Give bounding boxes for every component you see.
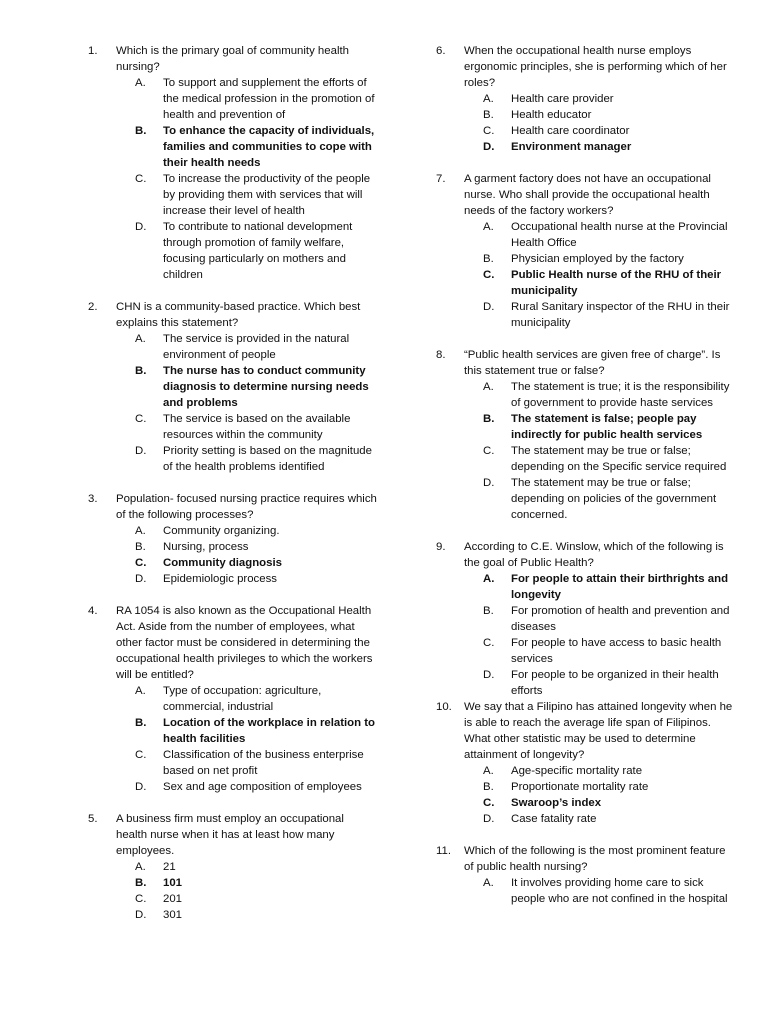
answer-option	[483, 475, 736, 523]
option-letter: C.	[483, 637, 495, 649]
answer-option	[135, 331, 378, 363]
answer-option	[135, 747, 378, 779]
option-letter: B.	[135, 365, 147, 377]
question-number: 6.	[436, 45, 446, 57]
question-number: 3.	[88, 493, 98, 505]
option-list	[436, 763, 736, 827]
option-text: The statement is true; it is the responsibility of government to provide haste services	[511, 381, 730, 409]
option-text: Classification of the business enterprise based on net profit	[163, 749, 364, 777]
answer-option	[483, 779, 736, 795]
answer-option	[135, 571, 378, 587]
answer-option	[483, 123, 736, 139]
option-letter: A.	[483, 573, 495, 585]
option-text: Age-specific mortality rate	[511, 765, 643, 777]
question-item	[88, 491, 378, 587]
answer-option	[483, 91, 736, 107]
option-list	[88, 331, 378, 475]
answer-option	[483, 379, 736, 411]
option-letter: D.	[483, 141, 495, 153]
question-item	[436, 171, 736, 331]
answer-option-correct	[135, 875, 378, 891]
option-letter: B.	[135, 877, 147, 889]
question-header	[88, 43, 378, 75]
answer-option	[135, 411, 378, 443]
answer-option	[135, 683, 378, 715]
answer-option	[135, 523, 378, 539]
question-header	[436, 171, 736, 219]
answer-option	[135, 891, 378, 907]
question-item	[88, 43, 378, 283]
option-letter: D.	[483, 813, 495, 825]
answer-option-correct	[135, 715, 378, 747]
option-text: The statement is false; people pay indirectly for public health services	[511, 413, 703, 441]
answer-option	[483, 667, 736, 699]
question-header	[88, 299, 378, 331]
option-letter: C.	[135, 893, 147, 905]
option-list	[88, 75, 378, 283]
option-letter: D.	[483, 301, 495, 313]
option-letter: A.	[135, 861, 146, 873]
answer-option	[483, 251, 736, 267]
question-text: A business firm must employ an occupational health nurse when it has at least how many employees.	[116, 813, 344, 857]
option-letter: D.	[483, 669, 495, 681]
option-list	[88, 523, 378, 587]
option-letter: C.	[483, 269, 495, 281]
answer-option	[483, 219, 736, 251]
option-letter: D.	[135, 573, 147, 585]
option-text: To increase the productivity of the people by providing them with services that will increase their level of health	[163, 173, 371, 217]
option-text: The service is provided in the natural environment of people	[163, 333, 350, 361]
question-item	[436, 43, 736, 155]
question-number: 5.	[88, 813, 98, 825]
question-text: Which of the following is the most prominent feature of public health nursing?	[464, 845, 726, 873]
answer-option-correct	[135, 555, 378, 571]
option-text: For people to be organized in their health efforts	[511, 669, 719, 697]
option-list	[436, 379, 736, 523]
question-item	[88, 811, 378, 923]
option-letter: C.	[135, 557, 147, 569]
option-letter: C.	[483, 797, 495, 809]
option-text: To support and supplement the efforts of the medical profession in the promotion of health and prevention of	[163, 77, 375, 121]
answer-option	[483, 811, 736, 827]
answer-option	[135, 219, 378, 283]
answer-option	[135, 171, 378, 219]
option-text: 101	[163, 877, 183, 889]
option-text: Case fatality rate	[511, 813, 597, 825]
option-text: Public Health nurse of the RHU of their municipality	[511, 269, 722, 297]
option-text: To enhance the capacity of individuals, families and communities to cope with their health needs	[163, 125, 375, 169]
option-text: For people to attain their birthrights and longevity	[511, 573, 729, 601]
option-text: Priority setting is based on the magnitude of the health problems identified	[163, 445, 372, 473]
option-text: Sex and age composition of employees	[163, 781, 362, 793]
option-letter: B.	[483, 253, 494, 265]
option-letter: A.	[135, 333, 146, 345]
option-letter: A.	[135, 525, 146, 537]
question-header	[436, 347, 736, 379]
option-list	[88, 859, 378, 923]
option-text: It involves providing home care to sick people who are not confined in the hospital	[511, 877, 728, 905]
question-number: 8.	[436, 349, 446, 361]
option-letter: A.	[483, 221, 494, 233]
option-list	[436, 219, 736, 331]
question-number: 7.	[436, 173, 446, 185]
option-letter: C.	[483, 125, 495, 137]
answer-option	[483, 299, 736, 331]
option-list	[436, 875, 736, 907]
question-header	[436, 699, 736, 763]
option-text: To contribute to national development through promotion of family welfare, focusing particularly on mothers and children	[163, 221, 353, 281]
question-header	[88, 603, 378, 683]
question-number: 9.	[436, 541, 446, 553]
question-header	[436, 843, 736, 875]
answer-option-correct	[135, 123, 378, 171]
question-number: 4.	[88, 605, 98, 617]
option-text: Health care provider	[511, 93, 614, 105]
option-text: 201	[163, 893, 183, 905]
question-item	[436, 539, 736, 699]
option-letter: D.	[135, 909, 147, 921]
option-text: Community organizing.	[163, 525, 280, 537]
question-item	[88, 299, 378, 475]
option-text: 301	[163, 909, 183, 921]
answer-option	[135, 859, 378, 875]
option-text: Location of the workplace in relation to health facilities	[163, 717, 376, 745]
answer-option-correct	[483, 795, 736, 811]
left-column	[88, 43, 378, 939]
answer-option	[483, 635, 736, 667]
option-letter: A.	[135, 77, 146, 89]
option-list	[88, 683, 378, 795]
answer-option	[135, 443, 378, 475]
option-letter: A.	[483, 877, 494, 889]
answer-option-correct	[135, 363, 378, 411]
question-text: Population- focused nursing practice requires which of the following processes?	[116, 493, 377, 521]
answer-option	[483, 875, 736, 907]
question-number: 11.	[436, 845, 451, 857]
option-letter: D.	[135, 781, 147, 793]
question-header	[436, 539, 736, 571]
answer-option-correct	[483, 411, 736, 443]
option-text: Physician employed by the factory	[511, 253, 684, 265]
option-letter: A.	[483, 381, 494, 393]
option-text: Swaroop’s index	[511, 797, 602, 809]
answer-option	[135, 779, 378, 795]
right-column	[436, 43, 736, 923]
option-text: Rural Sanitary inspector of the RHU in their municipality	[511, 301, 730, 329]
answer-option	[483, 443, 736, 475]
option-letter: B.	[483, 781, 494, 793]
option-letter: C.	[135, 413, 147, 425]
option-letter: B.	[483, 109, 494, 121]
option-letter: B.	[135, 717, 147, 729]
answer-option	[135, 75, 378, 123]
option-text: Community diagnosis	[163, 557, 282, 569]
answer-option	[135, 907, 378, 923]
option-text: The statement may be true or false; depending on policies of the government concerned.	[511, 477, 717, 521]
option-letter: B.	[483, 413, 495, 425]
option-text: For people to have access to basic health services	[511, 637, 722, 665]
question-text: When the occupational health nurse employs ergonomic principles, she is performing which of her roles?	[464, 45, 727, 89]
answer-option-correct	[483, 571, 736, 603]
option-text: 21	[163, 861, 176, 873]
option-text: The service is based on the available resources within the community	[163, 413, 351, 441]
option-text: Environment manager	[511, 141, 632, 153]
option-letter: A.	[483, 93, 494, 105]
question-item	[88, 603, 378, 795]
answer-option	[135, 539, 378, 555]
question-text: RA 1054 is also known as the Occupational Health Act. Aside from the number of employees, what other factor must be considered in determining the occupational health privileges to which the workers will be entitled?	[116, 605, 373, 681]
option-letter: A.	[135, 685, 146, 697]
answer-option-correct	[483, 139, 736, 155]
option-list	[436, 571, 736, 699]
option-letter: C.	[483, 445, 495, 457]
option-text: The nurse has to conduct community diagnosis to determine nursing needs and problems	[163, 365, 369, 409]
answer-option-correct	[483, 267, 736, 299]
option-letter: B.	[135, 125, 147, 137]
question-text: We say that a Filipino has attained longevity when he is able to reach the average life span of Filipinos. What other statistic may be used to determine attainment of longevity?	[464, 701, 733, 761]
question-header	[436, 43, 736, 91]
option-text: Health care coordinator	[511, 125, 630, 137]
option-letter: B.	[483, 605, 494, 617]
option-text: Nursing, process	[163, 541, 249, 553]
question-text: CHN is a community-based practice. Which best explains this statement?	[116, 301, 361, 329]
option-list	[436, 91, 736, 155]
question-text: “Public health services are given free of charge”. Is this statement true or false?	[464, 349, 721, 377]
question-item	[436, 347, 736, 523]
question-header	[88, 491, 378, 523]
option-letter: C.	[135, 749, 147, 761]
option-letter: A.	[483, 765, 494, 777]
question-item	[436, 843, 736, 907]
option-text: Occupational health nurse at the Provincial Health Office	[511, 221, 728, 249]
option-letter: D.	[135, 445, 147, 457]
question-number: 2.	[88, 301, 98, 313]
option-text: Proportionate mortality rate	[511, 781, 649, 793]
answer-option	[483, 603, 736, 635]
question-number: 1.	[88, 45, 98, 57]
option-letter: D.	[135, 221, 147, 233]
option-text: For promotion of health and prevention and diseases	[511, 605, 730, 633]
option-text: Health educator	[511, 109, 592, 121]
question-item	[436, 699, 736, 827]
question-text: According to C.E. Winslow, which of the following is the goal of Public Health?	[464, 541, 724, 569]
option-text: Epidemiologic process	[163, 573, 277, 585]
option-text: Type of occupation: agriculture, commercial, industrial	[163, 685, 322, 713]
option-letter: B.	[135, 541, 146, 553]
question-number: 10.	[436, 701, 452, 713]
question-text: A garment factory does not have an occupational nurse. Who shall provide the occupational health needs of the factory workers?	[464, 173, 711, 217]
option-letter: C.	[135, 173, 147, 185]
answer-option	[483, 107, 736, 123]
option-text: The statement may be true or false; depending on the Specific service required	[511, 445, 727, 473]
answer-option	[483, 763, 736, 779]
question-header	[88, 811, 378, 859]
option-letter: D.	[483, 477, 495, 489]
question-text: Which is the primary goal of community health nursing?	[116, 45, 349, 73]
